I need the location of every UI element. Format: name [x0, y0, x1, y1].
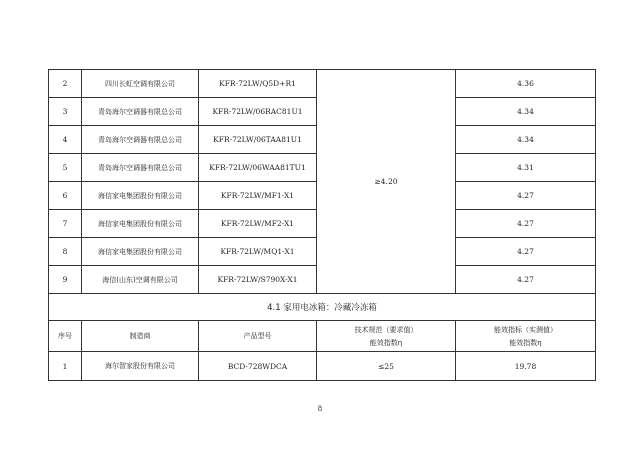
table-row: [49, 70, 596, 98]
manufacturer-cell: 海尔智家股份有限公司: [82, 352, 199, 381]
measured-value-cell: 4.27: [456, 266, 596, 294]
row-number: 4: [49, 126, 82, 154]
header-row: [49, 321, 596, 352]
manufacturer-cell: 海信(山东)空调有限公司: [82, 266, 199, 294]
header-spec: [317, 321, 456, 352]
row-number: 2: [49, 70, 82, 98]
section-row: [49, 294, 596, 321]
section-title: 4.1 家用电冰箱：冷藏冷冻箱: [49, 294, 596, 321]
row-number: 1: [49, 352, 82, 381]
model-cell: KFR-72LW/S790X-X1: [199, 266, 317, 294]
measured-value-cell: 4.34: [456, 98, 596, 126]
measured-value-cell: 4.27: [456, 182, 596, 210]
measured-value-cell: 4.27: [456, 210, 596, 238]
model-cell: KFR-72LW/06WAA81TU1: [199, 154, 317, 182]
measured-value-cell: 19.78: [456, 352, 596, 381]
model-cell: KFR-72LW/MQ1-X1: [199, 238, 317, 266]
measured-value-cell: 4.27: [456, 238, 596, 266]
header-spec-title: 技术规范（要求值）: [354, 325, 418, 334]
model-cell: KFR-72LW/Q5D+R1: [199, 70, 317, 98]
spec-merged-cell: ≥4.20: [317, 70, 456, 294]
measured-value-cell: 4.34: [456, 126, 596, 154]
page-number: 8: [317, 405, 323, 413]
header-measured: [456, 321, 596, 352]
header-model: 产品型号: [199, 321, 317, 352]
model-cell: KFR-72LW/MF2-X1: [199, 210, 317, 238]
row-number: 5: [49, 154, 82, 182]
manufacturer-cell: 海信家电集团股份有限公司: [82, 182, 199, 210]
row-number: 9: [49, 266, 82, 294]
table-row: [49, 352, 596, 381]
manufacturer-cell: 海信家电集团股份有限公司: [82, 210, 199, 238]
manufacturer-cell: 青岛海尔空调器有限总公司: [82, 98, 199, 126]
row-number: 6: [49, 182, 82, 210]
header-number: 序号: [49, 321, 82, 352]
row-number: 8: [49, 238, 82, 266]
measured-value-cell: 4.36: [456, 70, 596, 98]
header-measured-subtitle: 能效指数η: [509, 338, 542, 347]
header-measured-title: 能效指标（实测值）: [494, 325, 557, 334]
row-number: 7: [49, 210, 82, 238]
model-cell: BCD-728WDCA: [199, 352, 317, 381]
measured-value-cell: 4.31: [456, 154, 596, 182]
model-cell: KFR-72LW/06RAC81U1: [199, 98, 317, 126]
manufacturer-cell: 四川长虹空调有限公司: [82, 70, 199, 98]
header-spec-subtitle: 能效指数η: [369, 338, 403, 347]
model-cell: KFR-72LW/MF1-X1: [199, 182, 317, 210]
manufacturer-cell: 海信家电集团股份有限公司: [82, 238, 199, 266]
efficiency-table: [48, 69, 596, 381]
manufacturer-cell: 青岛海尔空调器有限总公司: [82, 154, 199, 182]
row-number: 3: [49, 98, 82, 126]
manufacturer-cell: 青岛海尔空调器有限总公司: [82, 126, 199, 154]
spec-cell: ≤25: [317, 352, 456, 381]
model-cell: KFR-72LW/06TAA81U1: [199, 126, 317, 154]
header-manufacturer: 制造商: [82, 321, 199, 352]
